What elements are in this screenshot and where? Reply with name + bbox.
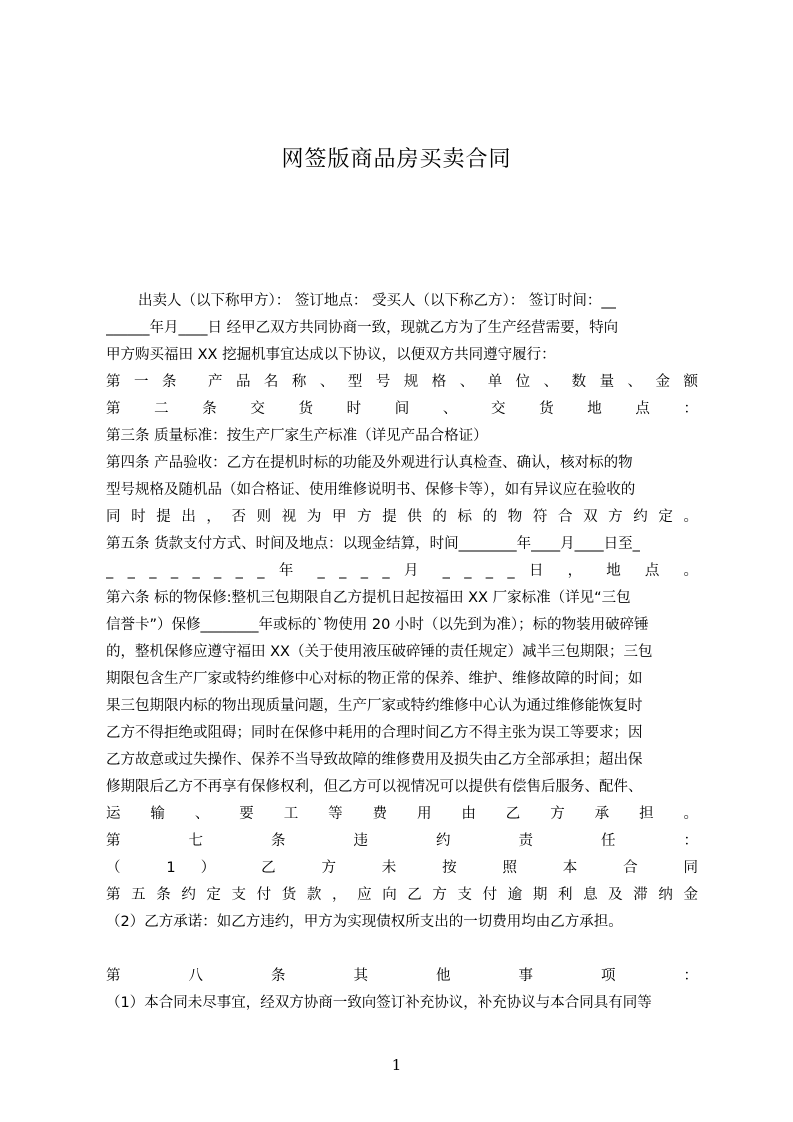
clause-6-line-1: 第六条 标的物保修:整机三包期限自乙方提机日起按福田 XX 厂家标准（详见“三包 — [106, 590, 631, 606]
clause-7-item-2: （2）乙方承诺：如乙方违约，甲方为实现债权所支出的一切费用均由乙方承担。 — [106, 914, 623, 930]
clause-6-line-9: 运 输 、 要 工 等 费 用 由 乙 方 承 担 。 — [106, 806, 698, 822]
body-line-3: 甲方购买福田 XX 挖掘机事宜达成以下协议，以便双方共同遵守履行： — [106, 347, 556, 363]
clause-6-line-5: 果三包期限内标的物出现质量问题，生产厂家或特约维修中心认为通过维修能恢复时 — [106, 698, 643, 714]
document-title: 网签版商品房买卖合同 — [281, 147, 512, 172]
clause-7-item-1-line-1: （ 1 ） 乙 方 未 按 照 本 合 同 — [106, 860, 698, 876]
clause-4-line-2: 型号规格及随机品（如合格证、使用维修说明书、保修卡等），如有异议应在验收的 — [106, 482, 636, 498]
clause-8-heading: 第 八 条 其 他 事 项 ： — [106, 968, 698, 984]
clause-1-heading: 第一条 产品名称、型号规格、单位、数量、金额 — [106, 374, 698, 390]
clause-4-line-1: 第四条 产品验收：乙方在提机时标的功能及外观进行认真检查、确认，核对标的物 — [106, 455, 633, 471]
clause-6-line-2: 信誉卡”）保修________年或标的`物使用 20 小时（以先到为准）；标的物装用破碎锤 — [106, 617, 649, 633]
body-line-1: 出卖人（以下称甲方）： 签订地点： 受买人（以下称乙方）： 签订时间：__ — [138, 293, 616, 309]
clause-5-line-2: _ _ _ _ _ _ _ _ 年 _ _ _ _ 月 _ _ _ _ 日 ， 地 点 。 — [106, 563, 698, 579]
clause-8-item-1: （1）本合同未尽事宜，经双方协商一致向签订补充协议，补充协议与本合同具有同等 — [106, 995, 652, 1011]
clause-7-heading: 第 七 条 违 约 责 任 ： — [106, 833, 698, 849]
clause-6-line-7: 乙方故意或过失操作、保养不当导致故障的维修费用及损失由乙方全部承担；超出保 — [106, 752, 643, 768]
clause-7-item-1-line-2: 第五条约定支付货款，应向乙方支付逾期利息及滞纳金 — [106, 887, 698, 903]
clause-4-line-3: 同时提出，否则视为甲方提供的标的物符合双方约定。 — [106, 509, 698, 525]
body-line-2: ______年月____日 经甲乙双方共同协商一致，现就乙方为了生产经营需要，特向 — [106, 320, 619, 336]
clause-6-line-8: 修期限后乙方不再享有保修权利，但乙方可以视情况可以提供有偿售后服务、配件、 — [106, 779, 643, 795]
clause-6-line-3: 的，整机保修应遵守福田 XX（关于使用液压破碎锤的责任规定）减半三包期限；三包 — [106, 644, 653, 660]
clause-6-line-4: 期限包含生产厂家或特约维修中心对标的物正常的保养、维护、维修故障的时间；如 — [106, 671, 643, 687]
clause-2-heading: 第 二 条 交 货 时 间 、 交 货 地 点 ： — [106, 401, 698, 417]
clause-6-line-6: 乙方不得拒绝或阻碍；同时在保修中耗用的合理时间乙方不得主张为误工等要求；因 — [106, 725, 643, 741]
page-number: 1 — [391, 1056, 402, 1074]
clause-3-heading: 第三条 质量标准：按生产厂家生产标准（详见产品合格证） — [106, 428, 488, 444]
clause-5-line-1: 第五条 货款支付方式、时间及地点：以现金结算，时间________年____月____日至_ — [106, 536, 640, 552]
